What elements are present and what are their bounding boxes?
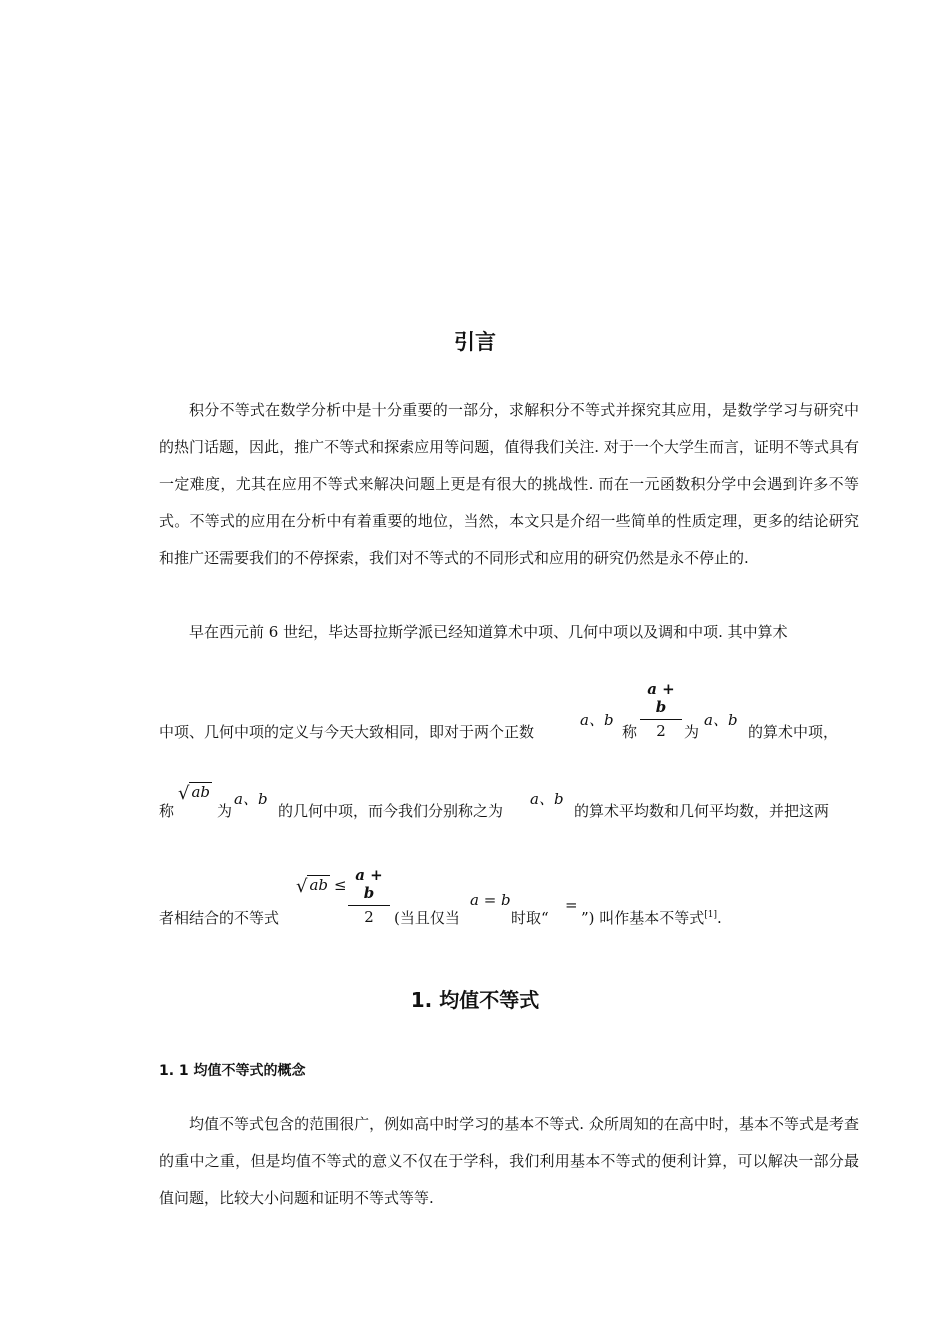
leq-sign: ≤	[334, 876, 347, 894]
math-a-eq-b: a = b	[470, 891, 511, 909]
sqrt-ab-1	[178, 782, 212, 804]
line3-end: .	[717, 909, 722, 927]
section-1-paragraph-1: 均值不等式包含的范围很广，例如高中时学习的基本不等式. 众所周知的在高中时，基本不等式是考查的重中之重，但是均值不等式的意义不仅在于学科，我们利用基本不等式的便利计算，可以解决一部分最值问题，比较大小问题和证明不等式等等.	[159, 1115, 859, 1207]
math-a-b-3: a、b	[234, 790, 268, 808]
section-1-heading: 1. 均值不等式	[410, 988, 540, 1012]
line3-text-4: ”) 叫作基本不等式	[581, 909, 705, 927]
sqrt-radicand-2: ab	[309, 876, 329, 894]
fraction-a-plus-b-over-2-ineq	[348, 866, 390, 926]
line1-text-3: 为	[684, 723, 700, 741]
sqrt-radicand: ab	[191, 783, 211, 801]
line3-text-3: 时取“	[511, 909, 549, 927]
fraction-a-plus-b-over-2	[640, 680, 682, 740]
line3-text-1: 者相结合的不等式	[159, 909, 280, 927]
subsection-1-1-heading: 1. 1 均值不等式的概念	[159, 1063, 306, 1079]
line1-text-2: 称	[622, 723, 638, 741]
line3-text-4-wrap	[581, 907, 722, 928]
radical-sign-2: √	[296, 876, 308, 897]
fraction-bar-2	[348, 905, 390, 906]
citation-1: [1]	[704, 910, 718, 920]
line3-text-2: (当且仅当	[394, 909, 460, 927]
equals-sign: =	[565, 896, 578, 914]
fraction-denominator: 2	[656, 722, 666, 740]
math-a-b-4: a、b	[530, 790, 564, 808]
line2-text-1: 称	[159, 802, 175, 820]
fraction-numerator-2: a + b	[355, 866, 383, 902]
intro-paragraph-1: 积分不等式在数学分析中是十分重要的一部分，求解积分不等式并探究其应用，是数学学习与研究中的热门话题，因此，推广不等式和探索应用等问题，值得我们关注. 对于一个大学生而言，证明不等式具有一定难度，尤其在应用不等式来解决问题上更是有很大的挑战性. 而在一元函数积分学中会遇到许多不等式。不等式的应用在分析中有着重要的地位，当然，本文只是介绍一些简单的性质定理，更多的结论研究和推广还需要我们的不停探索，我们对不等式的不同形式和应用的研究仍然是永不停止的.	[159, 401, 859, 567]
sqrt-ab-2	[296, 875, 330, 897]
line2-text-3: 的几何中项，而今我们分别称之为	[278, 802, 504, 820]
line1-text-4: 的算术中项，	[748, 723, 839, 741]
math-a-b-2: a、b	[704, 711, 738, 729]
intro-heading: 引言	[454, 330, 496, 354]
line2-text-2: 为	[217, 802, 233, 820]
fraction-numerator: a + b	[647, 680, 675, 716]
intro-paragraph-2: 早在西元前 6 世纪，毕达哥拉斯学派已经知道算术中项、几何中项以及调和中项. 其中算术	[189, 623, 788, 641]
radical-sign: √	[178, 783, 190, 804]
fraction-denominator-2: 2	[364, 908, 374, 926]
line1-text-1: 中项、几何中项的定义与今天大致相同，即对于两个正数	[159, 723, 535, 741]
line2-text-4: 的算术平均数和几何平均数，并把这两	[574, 802, 830, 820]
math-a-b-1: a、b	[580, 711, 614, 729]
fraction-bar	[640, 719, 682, 720]
